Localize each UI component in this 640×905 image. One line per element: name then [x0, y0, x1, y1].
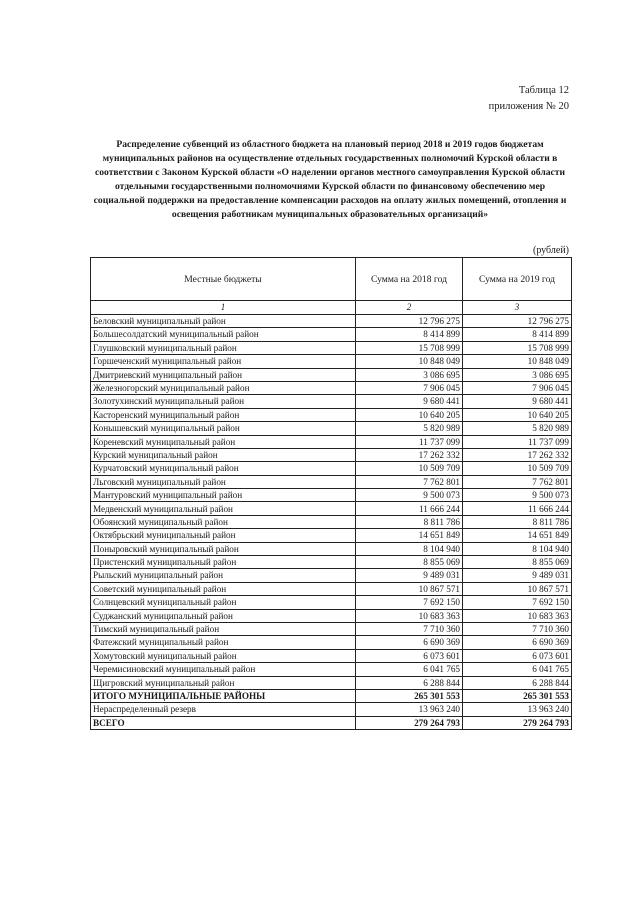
row-name: Золотухинский муниципальный район	[91, 395, 356, 408]
row-name: Обоянский муниципальный район	[91, 515, 356, 528]
amount-2018: 8 811 786	[356, 515, 463, 528]
row-name: Касторенский муниципальный район	[91, 408, 356, 421]
row-name: Черемисиновский муниципальный район	[91, 663, 356, 676]
column-number: 2	[356, 301, 463, 315]
amount-2018: 7 692 150	[356, 596, 463, 609]
column-number: 3	[463, 301, 572, 315]
column-number-row	[91, 301, 572, 315]
row-name: Советский муниципальный район	[91, 582, 356, 595]
amount-2018: 13 963 240	[356, 703, 463, 716]
table-row	[91, 462, 572, 475]
row-name: Октябрьский муниципальный район	[91, 529, 356, 542]
amount-2019: 6 288 844	[463, 676, 572, 689]
table-row	[91, 649, 572, 662]
subventions-table	[90, 257, 572, 730]
amount-2019: 265 301 553	[463, 689, 572, 702]
amount-2018: 8 104 940	[356, 542, 463, 555]
row-name: Горшеченский муниципальный район	[91, 355, 356, 368]
row-name: Солнцевский муниципальный район	[91, 596, 356, 609]
amount-2018: 17 262 332	[356, 448, 463, 461]
table-row	[91, 542, 572, 555]
row-name: Беловский муниципальный район	[91, 315, 356, 328]
row-name: Курчатовский муниципальный район	[91, 462, 356, 475]
reserve-row	[91, 703, 572, 716]
row-name: Хомутовский муниципальный район	[91, 649, 356, 662]
amount-2019: 9 489 031	[463, 569, 572, 582]
amount-2018: 8 855 069	[356, 556, 463, 569]
table-row	[91, 502, 572, 515]
amount-2018: 15 708 999	[356, 341, 463, 354]
table-row	[91, 355, 572, 368]
table-row	[91, 596, 572, 609]
table-row	[91, 368, 572, 381]
amount-2019: 7 906 045	[463, 381, 572, 394]
document-title: Распределение субвенций из областного бюджета на плановый период 2018 и 2019 годов бюджетам муниципальных районов на осуществление отдельных государственных полномочий Курской области в соответствии с Законом Курской области «О наделении органов местного самоуправления Курской области отдельными государственными полномочиями Курской области по финансовому обеспечению мер социальной поддержки на предоставление компенсации расходов на оплату жилых помещений, отопления и освещения работникам муниципальных образовательных организаций»	[93, 139, 567, 221]
amount-2018: 265 301 553	[356, 689, 463, 702]
row-name: ИТОГО МУНИЦИПАЛЬНЫЕ РАЙОНЫ	[91, 689, 356, 702]
table-row	[91, 475, 572, 488]
row-name: Дмитриевский муниципальный район	[91, 368, 356, 381]
amount-2018: 11 666 244	[356, 502, 463, 515]
amount-2018: 10 640 205	[356, 408, 463, 421]
column-header-2018: Сумма на 2018 год	[356, 258, 463, 301]
amount-2019: 9 680 441	[463, 395, 572, 408]
table-row	[91, 315, 572, 328]
table-row	[91, 341, 572, 354]
amount-2019: 279 264 793	[463, 716, 572, 729]
table-row	[91, 408, 572, 421]
amount-2018: 10 848 049	[356, 355, 463, 368]
amount-2018: 7 906 045	[356, 381, 463, 394]
amount-2018: 279 264 793	[356, 716, 463, 729]
total-row	[91, 716, 572, 729]
amount-2018: 5 820 989	[356, 422, 463, 435]
table-row	[91, 676, 572, 689]
amount-2019: 11 737 099	[463, 435, 572, 448]
amount-2019: 10 867 571	[463, 582, 572, 595]
amount-2018: 12 796 275	[356, 315, 463, 328]
amount-2018: 11 737 099	[356, 435, 463, 448]
amount-2019: 8 104 940	[463, 542, 572, 555]
amount-2018: 14 651 849	[356, 529, 463, 542]
amount-2019: 6 690 369	[463, 636, 572, 649]
column-header-2019: Сумма на 2019 год	[463, 258, 572, 301]
table-row	[91, 609, 572, 622]
units-label: (рублей)	[532, 245, 569, 256]
amount-2018: 6 690 369	[356, 636, 463, 649]
table-row	[91, 582, 572, 595]
row-name: Мантуровский муниципальный район	[91, 489, 356, 502]
row-name: Поныровский муниципальный район	[91, 542, 356, 555]
amount-2018: 10 683 363	[356, 609, 463, 622]
amount-2019: 9 500 073	[463, 489, 572, 502]
table-row	[91, 435, 572, 448]
amount-2019: 7 762 801	[463, 475, 572, 488]
table-number-label: Таблица 12	[518, 85, 569, 96]
amount-2019: 5 820 989	[463, 422, 572, 435]
row-name: Большесолдатский муниципальный район	[91, 328, 356, 341]
amount-2018: 10 867 571	[356, 582, 463, 595]
amount-2018: 9 500 073	[356, 489, 463, 502]
amount-2018: 9 489 031	[356, 569, 463, 582]
amount-2019: 10 683 363	[463, 609, 572, 622]
amount-2019: 14 651 849	[463, 529, 572, 542]
amount-2019: 6 041 765	[463, 663, 572, 676]
amount-2018: 3 086 695	[356, 368, 463, 381]
row-name: Тимский муниципальный район	[91, 622, 356, 635]
row-name: Конышевский муниципальный район	[91, 422, 356, 435]
amount-2019: 11 666 244	[463, 502, 572, 515]
amount-2019: 6 073 601	[463, 649, 572, 662]
amount-2018: 6 288 844	[356, 676, 463, 689]
table-row	[91, 636, 572, 649]
row-name: Рыльский муниципальный район	[91, 569, 356, 582]
table-row	[91, 622, 572, 635]
row-name: Глушковский муниципальный район	[91, 341, 356, 354]
row-name: Кореневский муниципальный район	[91, 435, 356, 448]
table-row	[91, 422, 572, 435]
row-name: Курский муниципальный район	[91, 448, 356, 461]
amount-2019: 8 855 069	[463, 556, 572, 569]
table-row	[91, 556, 572, 569]
table-row	[91, 515, 572, 528]
amount-2019: 13 963 240	[463, 703, 572, 716]
amount-2019: 10 848 049	[463, 355, 572, 368]
amount-2019: 7 710 360	[463, 622, 572, 635]
row-name: Щигровский муниципальный район	[91, 676, 356, 689]
column-header-budgets: Местные бюджеты	[91, 258, 356, 301]
amount-2018: 6 073 601	[356, 649, 463, 662]
amount-2019: 3 086 695	[463, 368, 572, 381]
amount-2019: 17 262 332	[463, 448, 572, 461]
amount-2019: 8 414 899	[463, 328, 572, 341]
table-row	[91, 448, 572, 461]
amount-2019: 12 796 275	[463, 315, 572, 328]
table-row	[91, 569, 572, 582]
table-row	[91, 529, 572, 542]
amount-2018: 9 680 441	[356, 395, 463, 408]
table-row	[91, 328, 572, 341]
amount-2018: 7 762 801	[356, 475, 463, 488]
appendix-label: приложения № 20	[488, 101, 569, 112]
amount-2019: 15 708 999	[463, 341, 572, 354]
subtotal-row	[91, 689, 572, 702]
amount-2019: 8 811 786	[463, 515, 572, 528]
table-row	[91, 395, 572, 408]
row-name: Пристенский муниципальный район	[91, 556, 356, 569]
row-name: Фатежский муниципальный район	[91, 636, 356, 649]
amount-2018: 7 710 360	[356, 622, 463, 635]
row-name: Суджанский муниципальный район	[91, 609, 356, 622]
amount-2018: 6 041 765	[356, 663, 463, 676]
row-name: Льговский муниципальный район	[91, 475, 356, 488]
amount-2018: 10 509 709	[356, 462, 463, 475]
row-name: Железногорский муниципальный район	[91, 381, 356, 394]
table-row	[91, 381, 572, 394]
row-name: Нераспределенный резерв	[91, 703, 356, 716]
table-row	[91, 489, 572, 502]
table-header-row	[91, 258, 572, 301]
amount-2019: 7 692 150	[463, 596, 572, 609]
amount-2019: 10 509 709	[463, 462, 572, 475]
row-name: Медвенский муниципальный район	[91, 502, 356, 515]
amount-2018: 8 414 899	[356, 328, 463, 341]
amount-2019: 10 640 205	[463, 408, 572, 421]
column-number: 1	[91, 301, 356, 315]
table-row	[91, 663, 572, 676]
row-name: ВСЕГО	[91, 716, 356, 729]
